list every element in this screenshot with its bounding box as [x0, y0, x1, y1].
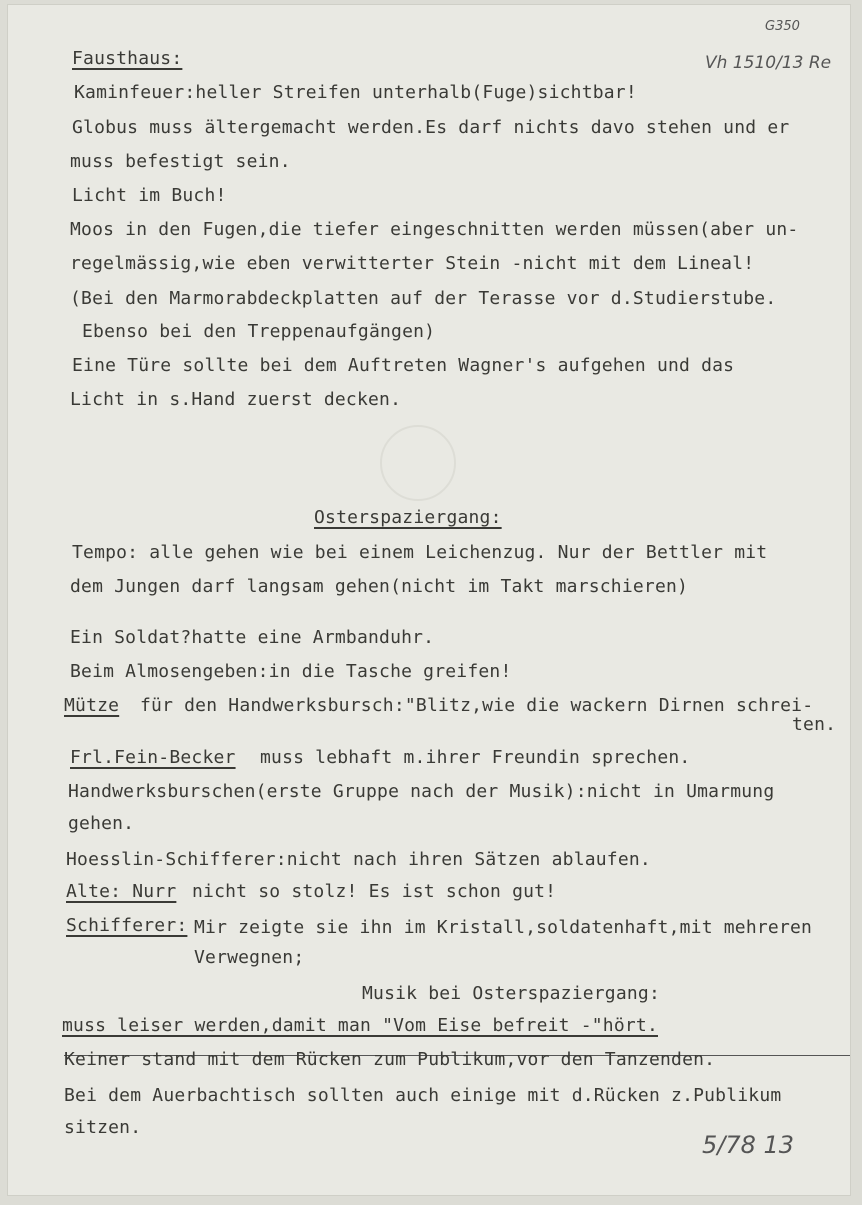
- text-line: Moos in den Fugen,die tiefer eingeschnitten werden müssen(aber un-: [70, 219, 799, 240]
- text-line: für den Handwerksbursch:"Blitz,wie die wackern Dirnen schrei-: [140, 695, 814, 716]
- text-line: regelmässig,wie eben verwitterter Stein -nicht mit dem Lineal!: [70, 253, 755, 274]
- text-line: ten.: [792, 714, 837, 735]
- text-line: muss leiser werden,damit man "Vom Eise befreit -"hört.: [62, 1015, 658, 1036]
- text-line: Beim Almosengeben:in die Tasche greifen!: [70, 661, 512, 682]
- text-line: Mir zeigte sie ihn im Kristall,soldatenhaft,mit mehreren: [194, 917, 813, 938]
- text-line: Licht im Buch!: [72, 185, 227, 206]
- text-line: Globus muss ältergemacht werden.Es darf nichts davo stehen und er: [72, 117, 790, 138]
- text-line: Kaminfeuer:heller Streifen unterhalb(Fuge)sichtbar!: [74, 82, 637, 103]
- text-line: dem Jungen darf langsam gehen(nicht im Takt marschieren): [70, 576, 689, 597]
- archive-reference: Vh 1510/13 Re: [705, 53, 832, 73]
- text-line: Hoesslin-Schifferer:nicht nach ihren Sätzen ablaufen.: [66, 849, 651, 870]
- folio-number: 5/78 13: [702, 1131, 795, 1159]
- text-line: Licht in s.Hand zuerst decken.: [70, 389, 402, 410]
- faint-stamp-mark: [380, 425, 456, 501]
- document-page: [8, 5, 850, 1195]
- text-line: Handwerksburschen(erste Gruppe nach der Musik):nicht in Umarmung: [68, 781, 775, 802]
- underlined-name-schifferer: Schifferer:: [66, 915, 188, 936]
- text-line: Tempo: alle gehen wie bei einem Leichenzug. Nur der Bettler mit: [72, 542, 768, 563]
- text-line: Verwegnen;: [194, 947, 305, 968]
- text-line: Eine Türe sollte bei dem Auftreten Wagner's aufgehen und das: [72, 355, 735, 376]
- text-line: muss befestigt sein.: [70, 151, 291, 172]
- text-line: Bei dem Auerbachtisch sollten auch einige mit d.Rücken z.Publikum: [64, 1085, 782, 1106]
- page-code: G350: [765, 19, 800, 34]
- text-line: gehen.: [68, 813, 135, 834]
- text-line: Ein Soldat?hatte eine Armbanduhr.: [70, 627, 435, 648]
- underlined-name-fein-becker: Frl.Fein-Becker: [70, 747, 236, 768]
- text-line: sitzen.: [64, 1117, 142, 1138]
- text-line: Ebenso bei den Treppenaufgängen): [82, 321, 436, 342]
- underlined-term-muetze: Mütze: [64, 695, 120, 716]
- section-heading-fausthaus: Fausthaus:: [72, 48, 183, 69]
- text-line: Musik bei Osterspaziergang:: [362, 983, 660, 1004]
- underlined-name-alte: Alte: Nurr: [66, 881, 177, 902]
- text-line: muss lebhaft m.ihrer Freundin sprechen.: [260, 747, 691, 768]
- text-line: Keiner stand mit dem Rücken zum Publikum,vor den Tanzenden.: [64, 1049, 716, 1070]
- text-line: (Bei den Marmorabdeckplatten auf der Terasse vor d.Studierstube.: [70, 288, 777, 309]
- section-heading-osterspaziergang: Osterspaziergang:: [314, 507, 502, 528]
- text-line: nicht so stolz! Es ist schon gut!: [192, 881, 557, 902]
